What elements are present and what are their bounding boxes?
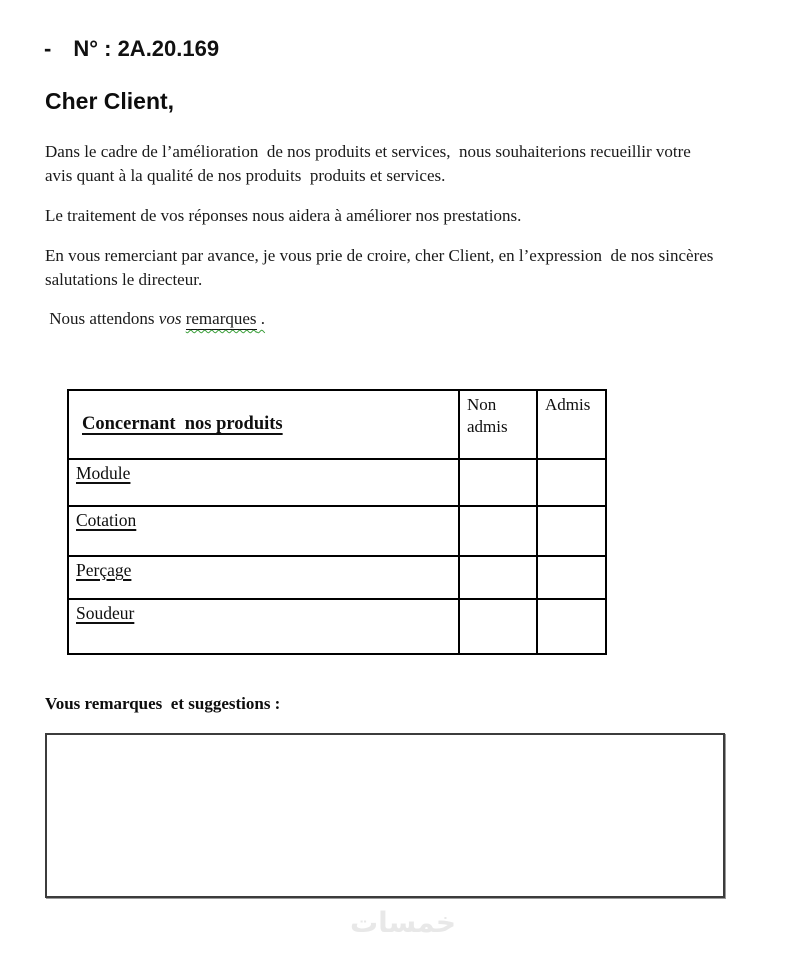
not-admitted-cell (459, 506, 537, 556)
treatment-paragraph: Le traitement de vos réponses nous aidera à améliorer nos prestations. (45, 206, 522, 225)
khamsat-watermark: خمسات (349, 906, 457, 939)
list-dash: - (44, 36, 52, 61)
intro-paragraph: Dans le cadre de l’amélioration de nos produits et services, nous souhaiterions recueillir votre avis quant à la qualité de nos produits produits et services. (45, 142, 696, 185)
reference-line (44, 36, 219, 62)
product-label: Perçage (76, 560, 132, 580)
product-cell (68, 506, 459, 556)
table-header-row (68, 390, 606, 459)
admitted-cell (537, 506, 606, 556)
header-products (68, 390, 459, 459)
closing-italic-word: vos (158, 309, 182, 328)
table-row (68, 599, 606, 654)
salutation-heading: Cher Client, (45, 88, 175, 114)
not-admitted-cell (459, 599, 537, 654)
admitted-cell (537, 599, 606, 654)
closing-prefix: Nous attendons (45, 309, 159, 328)
header-products-label: Concernant nos produits (82, 414, 283, 434)
table-row (68, 506, 606, 556)
product-label: Cotation (76, 510, 137, 530)
product-label: Soudeur (76, 603, 135, 623)
remarks-input-box (45, 733, 725, 898)
header-admitted: Admis (537, 390, 606, 459)
reference-number: N° : 2A.20.169 (73, 36, 220, 61)
closing-underlined-word: remarques (185, 309, 257, 328)
product-cell (68, 556, 459, 599)
header-not-admitted: Non admis (459, 390, 537, 459)
product-cell (68, 459, 459, 506)
product-cell (68, 599, 459, 654)
closing-suffix: . (256, 309, 266, 328)
closing-line (45, 309, 265, 329)
product-label: Module (76, 463, 131, 483)
admitted-cell (537, 459, 606, 506)
table-row (68, 556, 606, 599)
table-row (68, 459, 606, 506)
not-admitted-cell (459, 556, 537, 599)
not-admitted-cell (459, 459, 537, 506)
admitted-cell (537, 556, 606, 599)
remarks-heading: Vous remarques et suggestions : (45, 694, 281, 713)
survey-table (67, 389, 607, 655)
thanks-paragraph: En vous remerciant par avance, je vous prie de croire, cher Client, en l’expression de nos sincères salutations le directeur. (45, 246, 722, 289)
